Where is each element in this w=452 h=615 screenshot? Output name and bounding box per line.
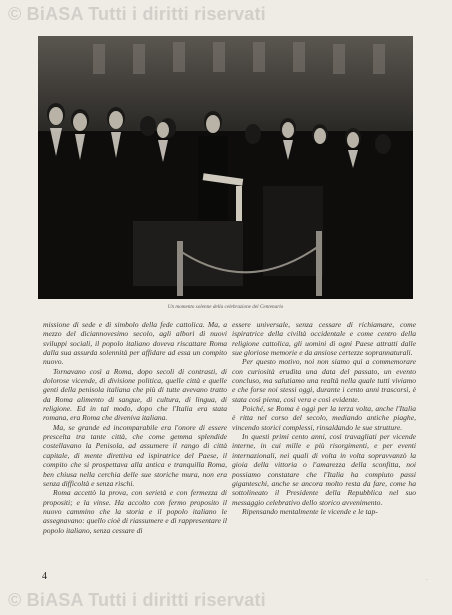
paragraph: In questi primi cento anni, così travagliati per vicende interne, in cui mille e più risorgimenti, e per eventi internazionali, nei quali di volta in volta sopravvanzò la gioia della vittoria o l'amarezza della sconfitta, noi possiamo constatare che l'Italia ha compiuto passi giganteschi, anche se ancora molto resta da fare, come ha sottolineato il Presidente della Repubblica nel suo messaggio celebrativo dello storico avvenimento. (232, 432, 416, 507)
page-number: 4 (42, 571, 47, 582)
paragraph: Ripensando mentalmente le vicende e le tap- (242, 506, 378, 516)
photo-caption: Un momento solenne della celebrazione del Centenario (167, 304, 284, 310)
paragraph: Poiché, se Roma è oggi per la terza volta, anche l'Italia è ritta nel corso del secolo, mediando antiche piaghe, vincendo storici complessi, rinsaldando le sue strutture. (232, 404, 416, 432)
paragraph: missione di sede e di simbolo della fede cattolica. Ma, a mezzo del diciannovesimo secolo, agli albori di nuovi sviluppi sociali, il popolo italiano doveva riscattare Roma dalla sua assurda solennità per affidare ad essa un compito nuovo. (43, 320, 227, 367)
paragraph: Roma accettò la prova, con serietà e con fermezza di propositi; e la vinse. Ha accolto con fermo proposito il nuovo cammino che la storia e il popolo italiano le assegnavano: quello cioè di riassumere e di rappresentare il popolo italiano, senza cessare di (43, 488, 227, 535)
watermark-bottom: © BiASA Tutti i diritti riservati (8, 590, 266, 610)
paragraph: essere universale, senza cessare di richiamare, come ispiratrice della civiltà occidentale e come centro della religione cattolica, gli uomini di ogni Paese attratti dalle sue gloriose memorie e da ansiose certezze soprannaturali. (232, 320, 416, 358)
watermark-top: © BiASA Tutti i diritti riservati (8, 4, 266, 24)
footer-mark: · (426, 578, 428, 583)
paragraph: Per questo motivo, noi non siamo qui a commemorare con curiosità erudita una data del passato, un evento concluso, ma salutiamo una realtà nella quale tutti viviamo e che forse noi stessi oggi, durante i cento anni trascorsi, è stata così piena, così vera e così evidente. (232, 357, 416, 404)
text-column-right (232, 320, 416, 516)
text-column-left (43, 320, 227, 535)
paragraph: Ma, se grande ed incomparabile era l'onore di essere prescelta tra tante città, che come gemma splendide costellavano la Penisola, ad assumere il rango di città capitale, di mente direttiva ed ispiratrice del Paese, il compito che si prospettava alla antica e tranquilla Roma, ben chiusa nella cerchia delle sue storiche mura, non era senza difficoltà e senza rischi. (43, 422, 227, 488)
paragraph: Tornavano così a Roma, dopo secoli di contrasti, di dolorose vicende, di divisione politica, quelle città e quelle genti della penisola italiana che più di tutte avevano tratto da Roma alimento di sangue, di cultura, di lingua, di religione. Ed in tal modo, dopo che l'Italia era stata romana, era Roma che diveniva italiana. (43, 366, 227, 423)
ceremony-photo (38, 36, 413, 299)
